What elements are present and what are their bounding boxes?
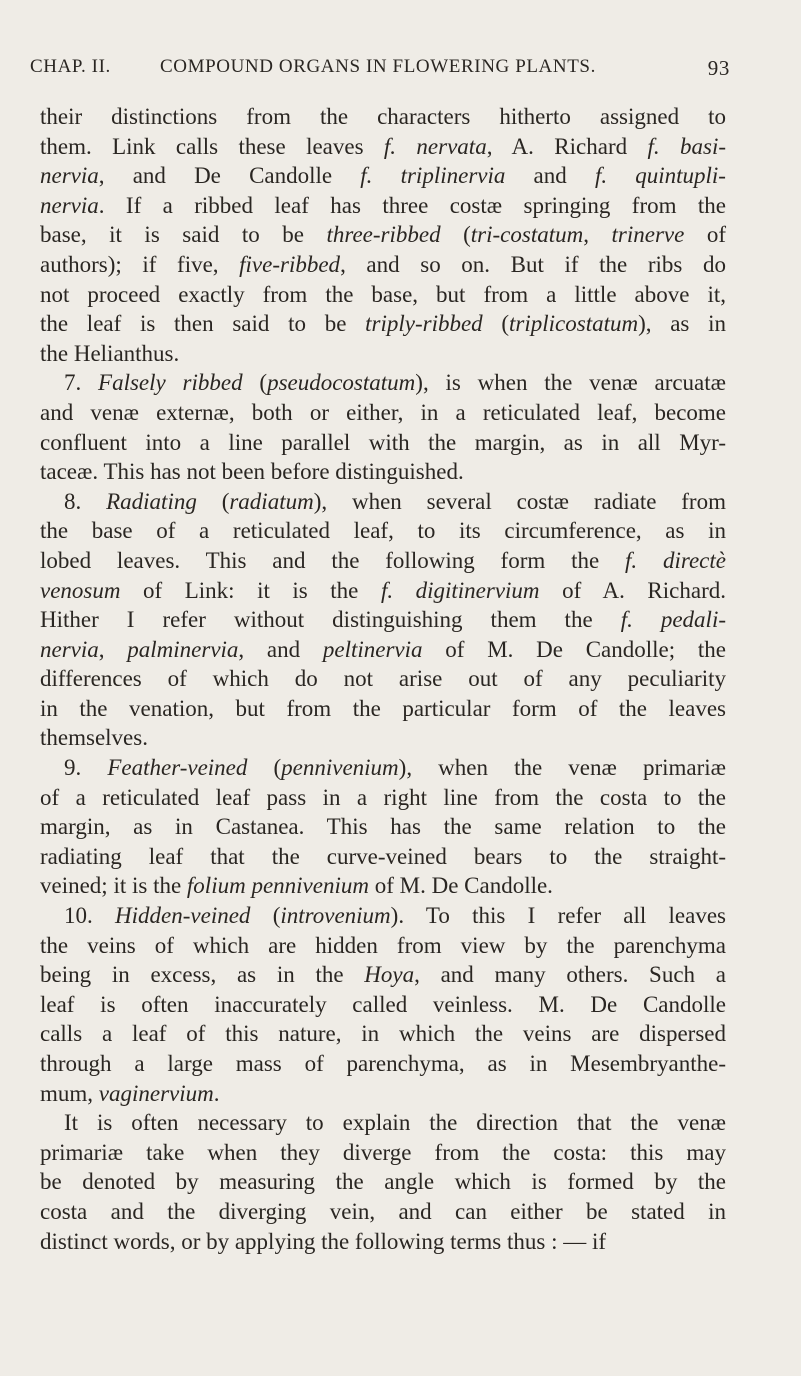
text-run: (: [250, 903, 281, 929]
text-run: the leaf is then said to be: [40, 311, 366, 337]
text-line: [40, 723, 726, 753]
text-run: of M. De Candolle.: [368, 873, 553, 899]
italic-term: tri-costatum: [470, 222, 584, 248]
italic-term: peltinervia: [322, 636, 423, 662]
text-line: [40, 191, 726, 221]
text-line: [40, 783, 726, 813]
text-run: Hither I refer without distinguishing them the: [40, 607, 621, 633]
italic-term: f. directè: [625, 547, 726, 573]
text-run: 9.: [64, 755, 108, 781]
page-number: 93: [707, 56, 730, 80]
italic-term: nervia: [40, 163, 99, 189]
text-run: not proceed exactly from the base, but from a little above it,: [40, 281, 726, 307]
text-run: mum,: [40, 1080, 99, 1106]
text-line: [40, 102, 726, 132]
text-line: [40, 1197, 726, 1227]
text-run: It is often necessary to explain the direction that the venæ: [64, 1110, 726, 1136]
text-run: authors); if five,: [40, 251, 240, 277]
italic-term: f. nervata: [383, 133, 487, 159]
text-line: [40, 398, 726, 428]
text-run: be denoted by measuring the angle which is formed by the: [40, 1169, 726, 1195]
text-run: , and many others. Such a: [414, 962, 726, 988]
text-run: 8.: [64, 488, 107, 514]
text-run: primariæ take when they diverge from the costa: this may: [40, 1139, 726, 1165]
text-line: [40, 664, 726, 694]
italic-term: Feather-veined: [107, 755, 248, 781]
text-run: and: [505, 163, 595, 189]
text-line: [40, 694, 726, 724]
italic-term: palminervia: [127, 636, 239, 662]
italic-term: Hoya: [364, 962, 415, 988]
text-line: [40, 339, 726, 369]
text-run: costa and the diverging vein, and can either be stated in: [40, 1198, 726, 1224]
text-run: ), when several costæ radiate from: [313, 488, 726, 514]
italic-term: f. triplinervia: [360, 163, 506, 189]
text-line: [40, 931, 726, 961]
text-line: [40, 1079, 726, 1109]
text-line: [40, 546, 726, 576]
italic-term: triplicostatum: [509, 311, 639, 337]
text-run: them. Link calls these leaves: [40, 133, 384, 159]
text-run: leaf is often inaccurately called veinless. M. De Candolle: [40, 991, 726, 1017]
text-run: the base of a reticulated leaf, to its circumference, as in: [40, 518, 726, 544]
italic-term: nervia: [40, 192, 99, 218]
text-line: [40, 516, 726, 546]
italic-term: trinerve: [611, 222, 685, 248]
text-line: [40, 428, 726, 458]
text-run: .: [213, 1080, 220, 1106]
text-run: their distinctions from the characters hitherto assigned to: [40, 104, 726, 129]
text-line: [40, 1019, 726, 1049]
italic-term: pennivenium: [281, 755, 399, 781]
text-run: ), is when the venæ arcuatæ: [415, 370, 726, 396]
text-line: [40, 812, 726, 842]
text-run: , and: [238, 636, 323, 662]
text-run: differences of which do not arise out of any peculiarity: [40, 666, 726, 692]
text-line: [40, 368, 726, 398]
text-run: of A. Richard.: [539, 577, 726, 603]
italic-term: Radiating: [106, 488, 197, 514]
text-run: themselves.: [40, 725, 148, 751]
italic-term: Hidden-veined: [115, 903, 251, 929]
text-line: [40, 842, 726, 872]
text-line: [40, 753, 726, 783]
italic-term: five-ribbed: [239, 251, 341, 277]
text-run: , and De Candolle: [98, 163, 361, 189]
text-run: . If a ribbed leaf has three costæ springing from the: [98, 192, 726, 218]
text-run: 7.: [64, 370, 99, 396]
text-run: confluent into a line parallel with the margin, as in all Myr-: [40, 429, 726, 455]
text-run: of Link: it is the: [120, 577, 381, 603]
text-run: base, it is said to be: [40, 222, 327, 248]
text-line: [40, 1049, 726, 1079]
text-line: [40, 161, 726, 191]
text-line: [40, 990, 726, 1020]
text-line: [40, 635, 726, 665]
text-run: 10.: [64, 903, 116, 929]
text-run: taceæ. This has not been before distinguished.: [40, 459, 464, 485]
text-run: (: [242, 370, 268, 396]
text-run: , A. Richard: [486, 133, 648, 159]
italic-term: introvenium: [280, 903, 391, 929]
text-run: distinct words, or by applying the following terms thus : — if: [40, 1228, 607, 1254]
text-run: (: [196, 488, 230, 514]
text-line: [40, 901, 726, 931]
text-run: being in excess, as in the: [40, 962, 365, 988]
text-line: [40, 576, 726, 606]
italic-term: f. pedali-: [620, 607, 726, 633]
italic-term: f. digitinervium: [380, 577, 540, 603]
running-head: [30, 56, 730, 84]
text-line: [40, 1227, 726, 1257]
text-line: [40, 871, 726, 901]
text-run: , and so on. But if the ribs do: [340, 251, 726, 277]
text-line: [40, 457, 726, 487]
text-run: radiating leaf that the curve-veined bears to the straight-: [40, 843, 726, 869]
italic-term: venosum: [40, 577, 121, 603]
italic-term: f. basi-: [647, 133, 726, 159]
text-run: and venæ externæ, both or either, in a reticulated leaf, become: [40, 399, 726, 425]
chapter-label: CHAP. II.: [30, 56, 111, 77]
text-line: [40, 280, 726, 310]
text-line: [40, 132, 726, 162]
text-run: ), as in: [638, 311, 726, 337]
italic-term: triply-ribbed: [365, 311, 483, 337]
text-line: [40, 487, 726, 517]
text-run: calls a leaf of this nature, in which the veins are dispersed: [40, 1021, 726, 1047]
italic-term: three-ribbed: [326, 222, 441, 248]
italic-term: pseudocostatum: [267, 370, 416, 396]
text-run: (: [440, 222, 471, 248]
text-run: of M. De Candolle; the: [422, 636, 726, 662]
text-run: of: [684, 222, 727, 248]
text-line: [40, 309, 726, 339]
text-run: lobed leaves. This and the following form the: [40, 547, 626, 573]
text-run: the veins of which are hidden from view by the parenchyma: [40, 932, 726, 958]
text-run: margin, as in Castanea. This has the same relation to the: [40, 814, 726, 840]
text-run: ), when the venæ primariæ: [398, 755, 726, 781]
text-run: in the venation, but from the particular form of the leaves: [40, 695, 726, 721]
italic-term: vaginervium: [98, 1080, 214, 1106]
italic-term: nervia: [40, 636, 99, 662]
text-line: [40, 960, 726, 990]
text-run: ,: [98, 636, 128, 662]
italic-term: radiatum: [229, 488, 314, 514]
text-run: ,: [583, 222, 612, 248]
text-run: veined; it is the: [40, 873, 187, 899]
body-text: [40, 102, 726, 1256]
text-line: [40, 1167, 726, 1197]
text-run: ). To this I refer all leaves: [390, 903, 726, 929]
italic-term: folium pennivenium: [186, 873, 369, 899]
text-run: (: [482, 311, 510, 337]
italic-term: Falsely ribbed: [98, 370, 243, 396]
running-title: COMPOUND ORGANS IN FLOWERING PLANTS.: [160, 56, 596, 77]
text-run: of a reticulated leaf pass in a right line from the costa to the: [40, 784, 726, 810]
text-line: [40, 250, 726, 280]
text-line: [40, 605, 726, 635]
text-line: [40, 220, 726, 250]
text-run: (: [247, 755, 282, 781]
italic-term: f. quintupli-: [594, 163, 726, 189]
text-line: [40, 1138, 726, 1168]
text-run: the Helianthus.: [40, 340, 180, 366]
text-line: [40, 1108, 726, 1138]
text-run: through a large mass of parenchyma, as in Mesembryanthe-: [40, 1051, 726, 1076]
